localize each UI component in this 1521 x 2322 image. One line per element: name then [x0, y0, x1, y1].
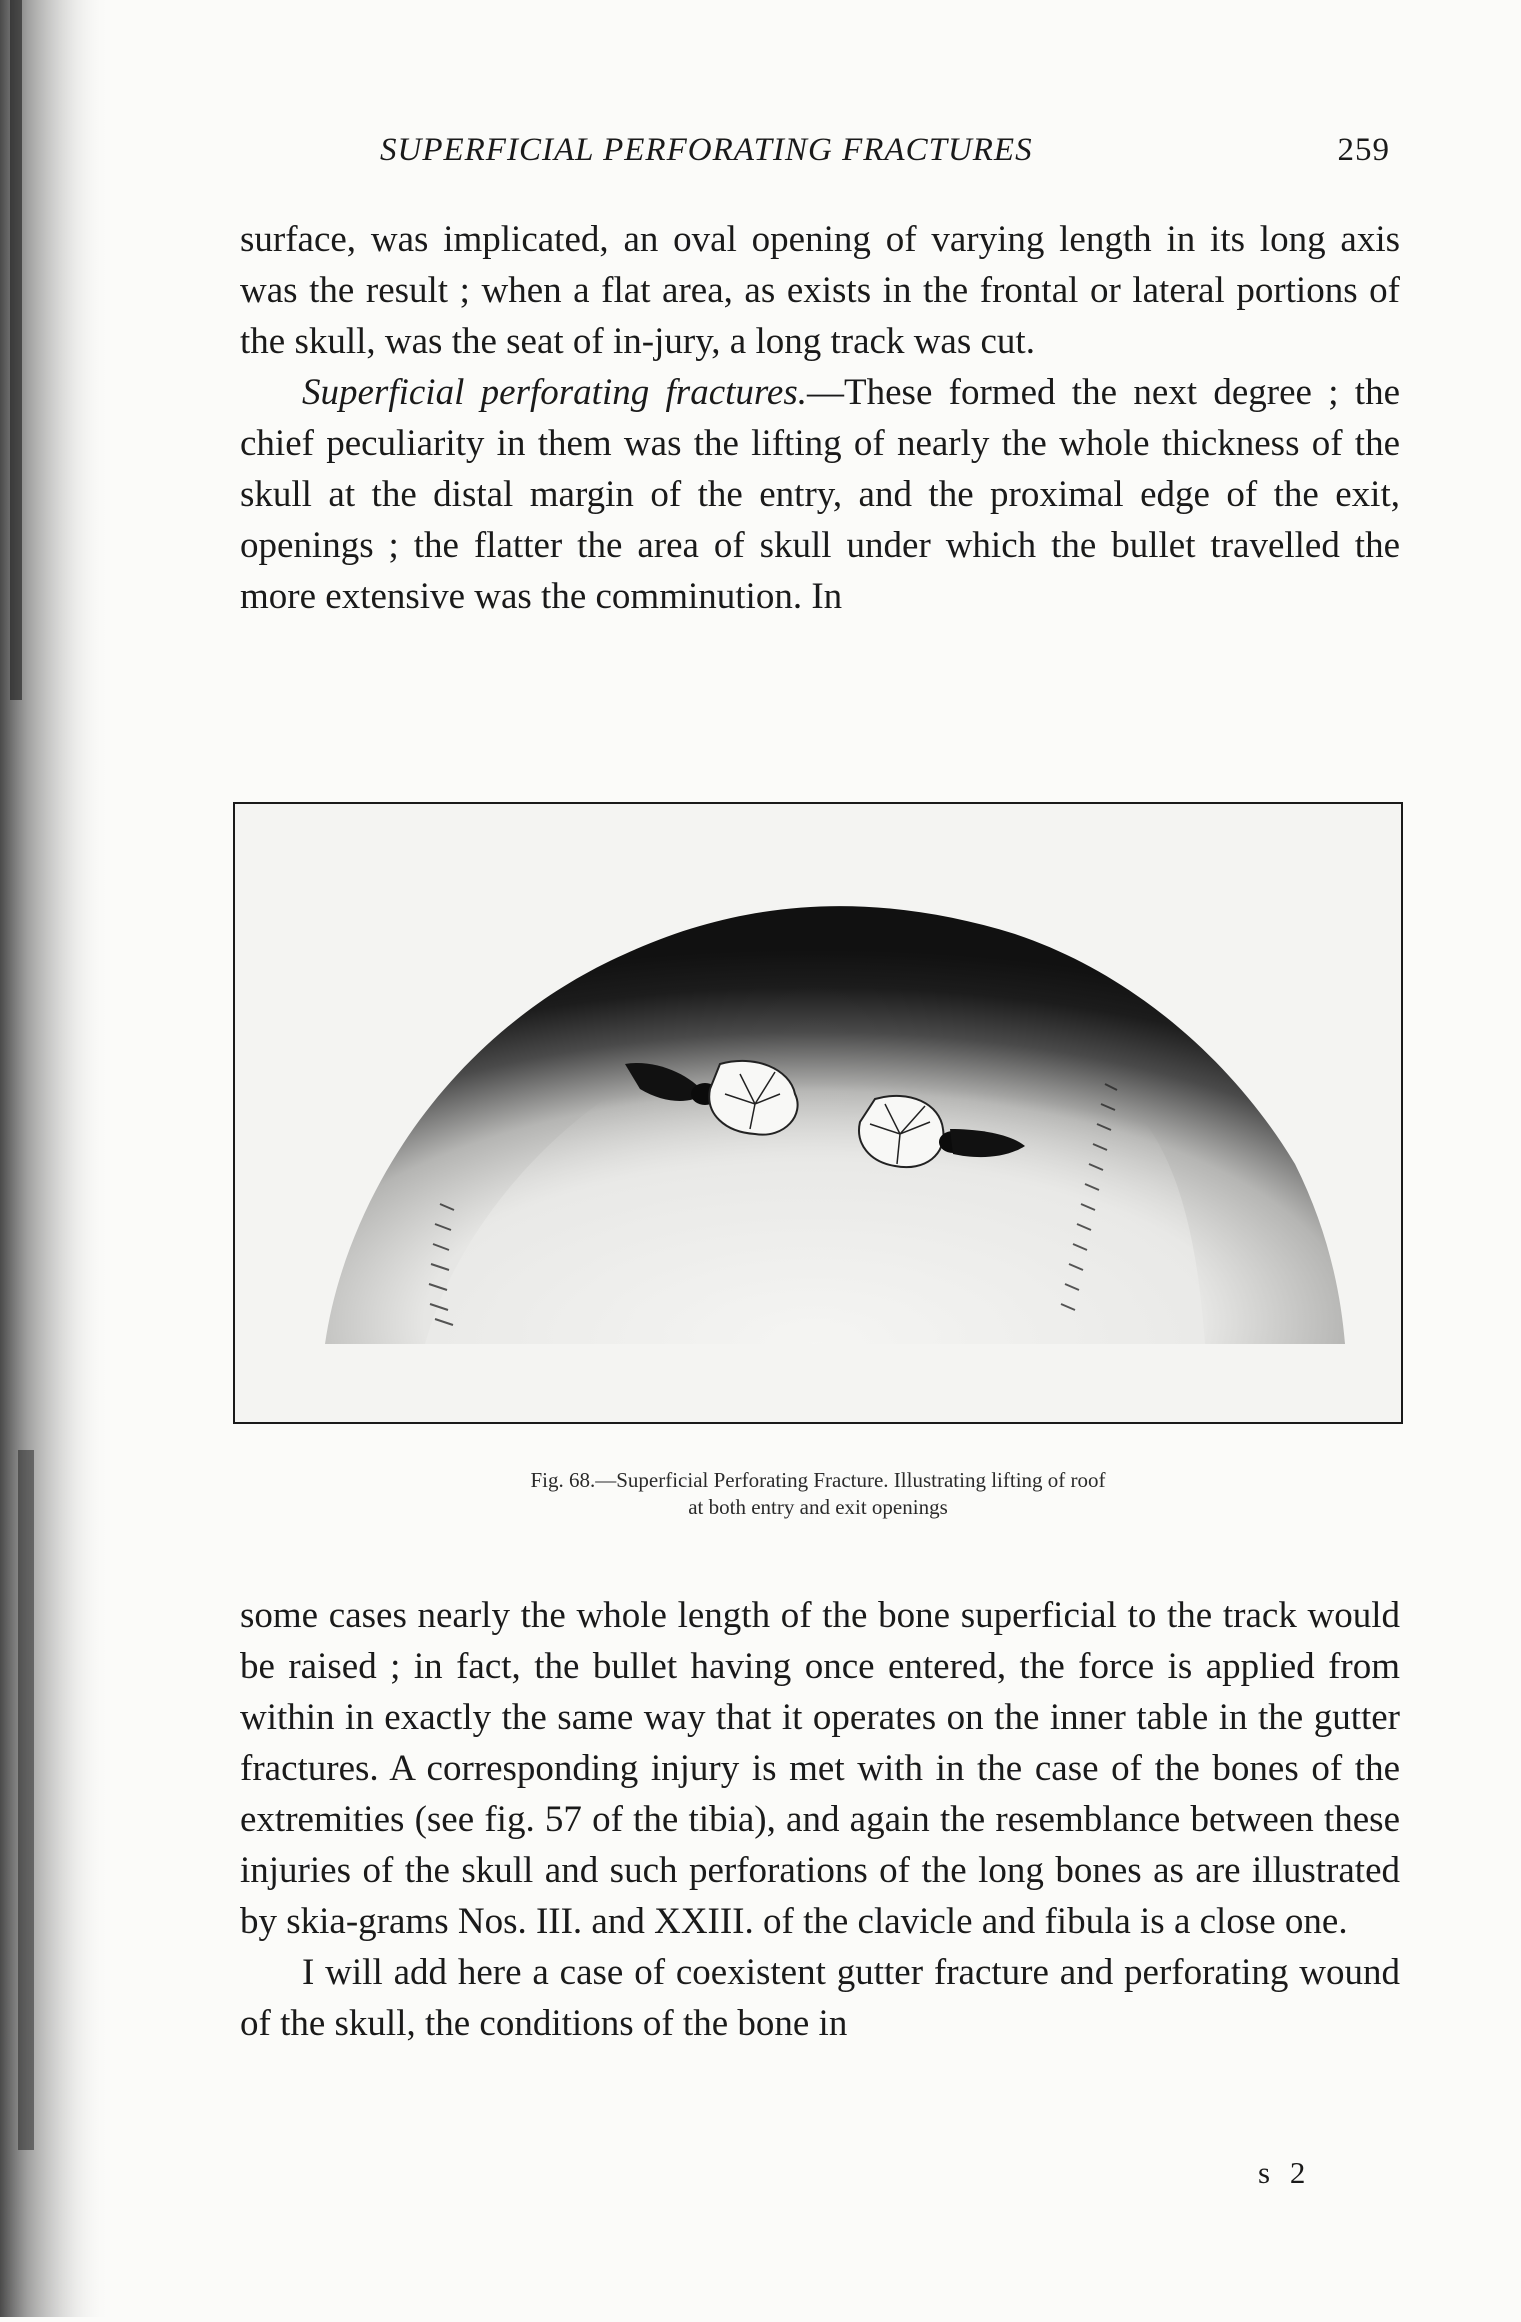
caption-line-2: at both entry and exit openings	[688, 1495, 948, 1519]
paragraph-1: surface, was implicated, an oval opening of varying length in its long axis was the result ; when a flat area, as exists in the frontal or lateral portions of the skull, was the seat of in-jury, a long track was cut.	[240, 219, 1400, 362]
paragraph-2-text: —These formed the next degree ; the chief peculiarity in them was the lifting of nearly the whole thickness of the skull at the distal margin of the entry, and the proximal edge of the exit, openings ; the flatter the area of skull under which the bullet travelled the more extensive was the comminution. In	[240, 372, 1400, 617]
signature-mark: s 2	[1258, 2155, 1312, 2190]
skull-fracture-illustration	[235, 804, 1405, 1426]
caption-line-1: Fig. 68.—Superficial Perforating Fracture. Illustrating lifting of roof	[530, 1468, 1106, 1492]
figure-68	[233, 802, 1403, 1424]
running-title: SUPERFICIAL PERFORATING FRACTURES	[380, 132, 1033, 168]
paragraph-2	[240, 367, 1400, 622]
body-text-top	[240, 214, 1400, 622]
paragraph-3: some cases nearly the whole length of the bone superficial to the track would be raised ; in fact, the bullet having once entered, the force is applied from within in exactly the same way that it operates on the inner table in the gutter fractures. A corresponding injury is met with in the case of the bones of the extremities (see fig. 57 of the tibia), and again the resemblance between these injuries of the skull and such perforations of the long bones as are illustrated by skia-grams Nos. III. and XXIII. of the clavicle and fibula is a close one.	[240, 1595, 1400, 1942]
body-text-bottom	[240, 1590, 1400, 2049]
page-header	[380, 132, 1390, 169]
figure-caption	[233, 1467, 1403, 1521]
page-number: 259	[1337, 132, 1390, 168]
binding-shadow	[0, 0, 110, 2317]
section-heading: Superficial perforating fractures.	[302, 372, 808, 413]
paragraph-4: I will add here a case of coexistent gutter fracture and perforating wound of the skull, the conditions of the bone in	[240, 1952, 1400, 2044]
